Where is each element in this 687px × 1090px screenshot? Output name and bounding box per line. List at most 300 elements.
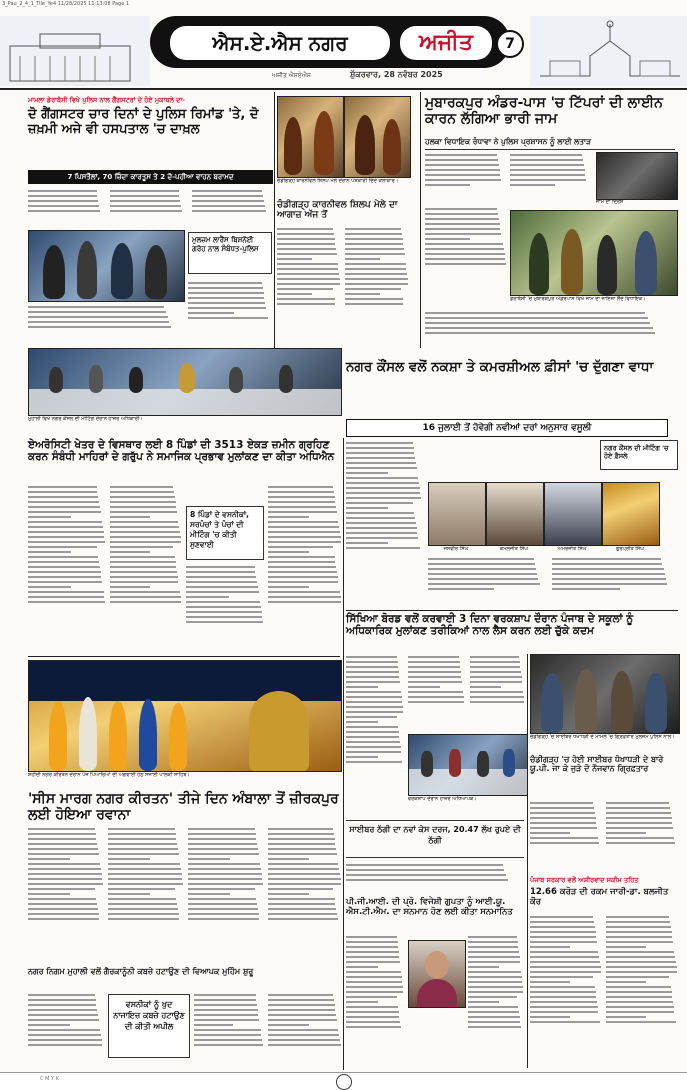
body-line [268,501,335,503]
body-line [28,1039,102,1041]
body-line [28,903,97,905]
body-line [268,576,338,578]
body-line [188,913,259,915]
body-line [345,248,404,250]
body-line [510,179,586,181]
body-line [408,671,461,673]
body-line [425,159,498,161]
body-line [186,606,261,608]
education-photo [408,734,528,796]
aerocity-body-2 [110,484,182,654]
body-line [186,566,255,568]
body-line [425,317,648,319]
carnival-body-2 [345,226,409,344]
body-line [606,936,672,938]
body-line [346,721,378,723]
body-line [268,893,309,895]
portrait-name-2: ਕਮਲਜੀਤ ਸਿੰਘ [499,546,529,552]
body-line [346,507,388,509]
body-line [28,316,168,318]
body-line [346,1011,399,1013]
body-line [346,547,420,549]
page-number: 7 [496,30,524,58]
body-line [268,828,333,830]
body-line [188,878,262,880]
row-rule-1 [346,610,678,611]
body-line [268,526,339,528]
body-line [606,991,672,993]
body-line [268,848,336,850]
traffic-body-3 [425,206,507,296]
body-line [28,1044,102,1046]
body-line [345,273,407,275]
body-line [345,268,406,270]
body-line [110,501,176,503]
education-body-1 [346,654,404,814]
body-line [188,888,255,890]
body-line [108,888,175,890]
body-line [28,566,100,568]
body-line [188,843,257,845]
traffic-photo-small-caption: ਜਾਮ ਦਾ ਦ੍ਰਿਸ਼ [596,199,624,205]
body-line [346,971,401,973]
body-line [470,691,523,693]
body-line [194,1004,257,1006]
body-line [530,1011,598,1013]
body-line [346,671,399,673]
body-line [108,908,178,910]
body-line [28,496,98,498]
body-line [346,986,403,988]
body-line [470,676,522,678]
body-line [346,956,399,958]
body-line [606,966,677,968]
body-line [110,506,176,508]
body-line [606,931,672,933]
body-line [346,706,403,708]
body-line [470,701,524,703]
body-line [428,558,534,560]
body-line [530,931,596,933]
body-line [425,164,499,166]
budget-body-2 [606,914,678,1068]
section-title: ਐਸ.ਏ.ਐਸ ਨਗਰ [170,26,390,60]
body-line [28,576,101,578]
body-line [510,159,583,161]
body-line [188,838,256,840]
body-line [468,936,517,938]
body-line [277,253,337,255]
body-line [346,666,398,668]
body-line [346,512,414,514]
body-line [108,868,181,870]
body-line [425,184,470,186]
aerocity-body-1 [28,484,106,654]
portrait-name-3: ਅਮਰਜੀਤ ਸਿੰਘ [557,546,587,552]
body-line [470,666,520,668]
body-line [268,496,335,498]
body-line [530,971,601,973]
body-line [277,248,336,250]
body-line [110,581,178,583]
body-line [408,656,459,658]
body-line [470,671,521,673]
body-line [268,521,338,523]
council-body-3 [552,556,676,608]
body-line [268,486,333,488]
body-line [470,661,520,663]
body-line [346,497,421,499]
body-line [345,298,403,300]
body-line [345,283,408,285]
body-line [268,898,335,900]
body-line [425,248,504,250]
body-line [28,195,97,197]
body-line [28,205,99,207]
body-line [345,228,401,230]
body-line [346,951,399,953]
body-line [268,556,335,558]
body-line [110,205,181,207]
body-line [28,486,97,488]
row-rule-2 [28,656,340,657]
body-line [530,951,598,953]
body-line [277,243,335,245]
body-line [606,1016,646,1018]
procession-body-4 [268,826,342,964]
body-line [510,154,582,156]
body-line [346,726,398,728]
body-line [346,991,403,993]
body-line [194,1014,258,1016]
pgi-headline: ਪੀ.ਜੀ.ਆਈ. ਦੀ ਪ੍ਰੋ. ਵਿਜੇਸ਼ੀ ਗੁਪਤਾ ਨੂੰ ਆਈ.ਯੂ. ਐਸ.ਟੀ.ਐਮ. ਦਾ ਸਨਮਾਨ ਹੋਣ ਲਈ ਕੀਤਾ ਸਨਮਾਨਿਤ [346,897,513,917]
body-line [606,976,669,978]
body-line [408,676,461,678]
body-line [28,873,102,875]
body-line [470,696,524,698]
body-line [468,996,517,998]
portrait-4 [602,482,660,546]
body-line [188,292,264,294]
body-line [186,616,262,618]
body-line [425,243,503,245]
body-line [346,492,420,494]
body-line [268,994,333,996]
body-line [188,302,265,304]
body-line [268,1014,336,1016]
body-line [346,442,413,444]
body-line [110,516,150,518]
body-line [28,843,97,845]
body-line [268,833,334,835]
body-line [192,200,264,202]
body-line [28,531,104,533]
body-line [268,506,336,508]
body-line [468,961,520,963]
gangster-body-3 [192,188,272,226]
body-line [346,864,503,866]
body-line [110,526,179,528]
body-line [530,996,596,998]
body-line [468,1011,519,1013]
body-line [188,903,257,905]
body-line [606,1021,676,1023]
body-line [408,696,464,698]
body-line [188,883,263,885]
body-line [277,238,335,240]
body-line [28,893,70,895]
body-line [108,913,179,915]
portrait-3 [544,482,602,546]
body-line [28,858,70,860]
body-line [28,210,100,212]
body-line [346,1001,378,1003]
body-line [268,863,338,865]
body-line [108,898,176,900]
body-line [110,546,173,548]
body-line [28,1004,96,1006]
body-line [425,213,498,215]
traffic-headline: ਮੁਬਾਰਕਪੁਰ ਅੰਡਰ-ਪਾਸ 'ਚ ਟਿੱਪਰਾਂ ਦੀ ਲਾਈਨ ਕਾਰਨ ਲੱਗਿਆ ਭਾਰੀ ਜਾਮ [425,95,663,127]
body-line [468,1001,499,1003]
body-line [268,591,340,593]
column-rule-4 [527,654,528,1068]
body-line [468,1021,520,1023]
body-line [345,233,402,235]
body-line [268,551,309,553]
body-line [28,190,97,192]
edition-label: ਅਜੀਤ ਐਸਏਐਸ [272,72,311,79]
body-line [28,1014,98,1016]
body-line [346,731,399,733]
body-line [28,491,97,493]
body-line [530,961,600,963]
body-line [277,258,312,260]
body-line [468,986,523,988]
body-line [408,666,460,668]
body-line [194,1029,261,1031]
body-line [110,556,175,558]
body-line [425,238,470,240]
body-line [425,174,500,176]
body-line [345,303,403,305]
body-line [346,661,398,663]
body-line [346,941,398,943]
body-line [110,561,176,563]
body-line [110,551,150,553]
body-line [192,205,265,207]
body-line [346,522,416,524]
body-line [110,541,181,543]
body-line [188,307,266,309]
body-line [28,1009,97,1011]
body-line [268,536,341,538]
body-line [606,807,670,809]
body-line [268,858,309,860]
body-line [530,1016,570,1018]
body-line [186,571,255,573]
body-line [28,838,96,840]
portrait-1 [428,482,486,546]
body-line [268,888,333,890]
body-line [345,288,401,290]
body-line [268,843,335,845]
body-line [188,282,262,284]
body-line [268,1034,339,1036]
body-line [530,966,601,968]
body-line [606,1001,673,1003]
body-line [530,1001,597,1003]
body-line [194,994,256,996]
body-line [468,1006,518,1008]
body-line [110,596,181,598]
fraud-body [346,862,524,894]
body-line [277,303,335,305]
body-line [408,701,464,703]
portrait-name-1: ਜਸਵੀਰ ਸਿੰਘ [443,546,469,552]
body-line [110,521,178,523]
body-line [530,926,595,928]
body-line [28,853,99,855]
body-line [28,306,164,308]
body-line [530,1021,600,1023]
body-line [28,321,169,323]
body-line [530,956,599,958]
building-sketch-left [0,16,150,86]
scan-header: 3_Pau_2_4_1_Tile_Ye4 11/28/2025 11:13:08 Page 1 [2,1,130,7]
body-line [346,542,388,544]
body-line [425,179,501,181]
body-line [268,868,339,870]
body-line [510,174,585,176]
body-line [28,999,96,1001]
body-line [28,898,96,900]
body-line [428,578,538,580]
body-line [606,802,669,804]
body-line [468,966,499,968]
gangster-body-5 [28,304,183,342]
procession-headline: 'ਸੀਸ ਮਾਰਗ ਨਗਰ ਕੀਰਤਨ' ਤੀਜੇ ਦਿਨ ਅੰਬਾਲਾ ਤੋਂ ਜ਼ੀਰਕਪੁਰ ਲਈ ਹੋਇਆ ਰਵਾਨਾ [28,791,339,823]
body-line [110,486,173,488]
body-line [268,918,338,920]
carnival-body-1 [277,226,341,344]
body-line [346,681,400,683]
body-line [28,511,101,513]
body-line [188,828,255,830]
body-line [346,467,417,469]
gangster-badge: ਮੁਲਜ਼ਮ ਲਾਰੈਂਸ ਬਿਸ਼ਨੋਈ ਗਰੋਹ ਨਾਲ ਸੰਬੰਧਤ-ਪੁਲਿਸ [188,232,272,274]
body-line [110,576,178,578]
body-line [606,946,646,948]
body-line [268,596,341,598]
body-line [346,457,415,459]
body-line [108,883,183,885]
body-line [108,863,180,865]
body-line [552,588,620,590]
procession-photo [28,660,342,772]
body-line [346,879,508,881]
aerocity-body-4 [268,484,342,654]
body-line [606,941,673,943]
body-line [468,971,521,973]
traffic-caption: ਡੇਰਾਬੱਸੀ 'ਚ ਮੁਬਾਰਕਪੁਰ ਅੰਡਰਪਾਸ ਵਿਖੇ ਜਾਮ ਦਾ ਜਾਇਜ਼ਾ ਲੈਂਦੇ ਵਿਧਾਇਕ। [510,296,646,302]
column-rule-3 [343,438,344,1070]
portrait-name-4: ਗੁਰਪ੍ਰੀਤ ਸਿੰਘ [616,546,644,552]
carnival-photo [277,96,344,178]
body-line [192,210,266,212]
body-line [425,327,653,329]
body-line [408,661,460,663]
body-line [188,312,234,314]
body-line [346,976,402,978]
body-line [268,1004,335,1006]
pgi-body-2 [468,934,524,1068]
body-line [606,837,674,839]
body-line [346,701,402,703]
body-line [28,541,105,543]
body-line [606,817,672,819]
body-line [28,1019,99,1021]
body-line [28,536,104,538]
council-subhead: 16 ਜੁਲਾਈ ਤੋਂ ਹੋਵੇਗੀ ਨਵੀਆਂ ਦਰਾਂ ਅਨੁਸਾਰ ਵਸੂਲੀ [346,419,668,437]
procession-body-3 [188,826,264,964]
body-line [425,332,655,334]
body-line [268,1009,335,1011]
body-line [552,578,666,580]
body-line [345,293,380,295]
body-line [110,571,177,573]
body-line [110,210,182,212]
body-line [28,918,99,920]
footer-cmyk: C M Y K [40,1076,59,1082]
body-line [277,278,340,280]
body-line [268,883,341,885]
body-line [346,517,415,519]
body-line [110,200,180,202]
body-line [346,1016,399,1018]
body-line [110,531,180,533]
meeting-caption: ਮੁਹਾਲੀ ਵਿਖੇ ਨਗਰ ਕੌਂਸਲ ਦੀ ਮੀਟਿੰਗ ਦੌਰਾਨ ਹਾਜ਼ਰ ਅਧਿਕਾਰੀ। [28,416,143,422]
column-rule-2 [420,92,421,348]
issue-date: ਸ਼ੁੱਕਰਵਾਰ, 28 ਨਵੰਬਰ 2025 [350,70,443,79]
body-line [188,848,258,850]
body-line [28,546,97,548]
body-line [408,681,462,683]
body-line [194,1009,258,1011]
body-line [425,312,645,314]
body-line [28,551,71,553]
body-line [268,586,309,588]
body-line [468,956,520,958]
body-line [425,223,500,225]
body-line [268,511,337,513]
body-line [468,941,518,943]
body-line [268,516,309,518]
body-line [530,822,596,824]
body-line [530,936,596,938]
body-line [108,873,182,875]
body-line [277,263,338,265]
body-line [268,878,341,880]
aerocity-headline: ਏਅਰੋਸਿਟੀ ਖੇਤਰ ਦੇ ਵਿਸਥਾਰ ਲਈ 8 ਪਿੰਡਾਂ ਦੀ 3513 ਏਕੜ ਜ਼ਮੀਨ ਗ੍ਰਹਿਣ ਕਰਨ ਸੰਬੰਧੀ ਮਾਹਿਰਾਂ ਦੇ ਗਰੁੱਪ ਨੇ ਸਮਾਜਿਕ ਪ੍ਰਭਾਵ ਮੁਲਾਂਕਣ ਦਾ ਕੀਤਾ ਅਧਿਐਨ [28,439,335,463]
traffic-body-1 [425,152,507,202]
body-line [268,571,337,573]
body-line [428,583,540,585]
body-line [28,1029,100,1031]
body-line [28,516,71,518]
body-line [345,243,403,245]
body-line [346,452,414,454]
